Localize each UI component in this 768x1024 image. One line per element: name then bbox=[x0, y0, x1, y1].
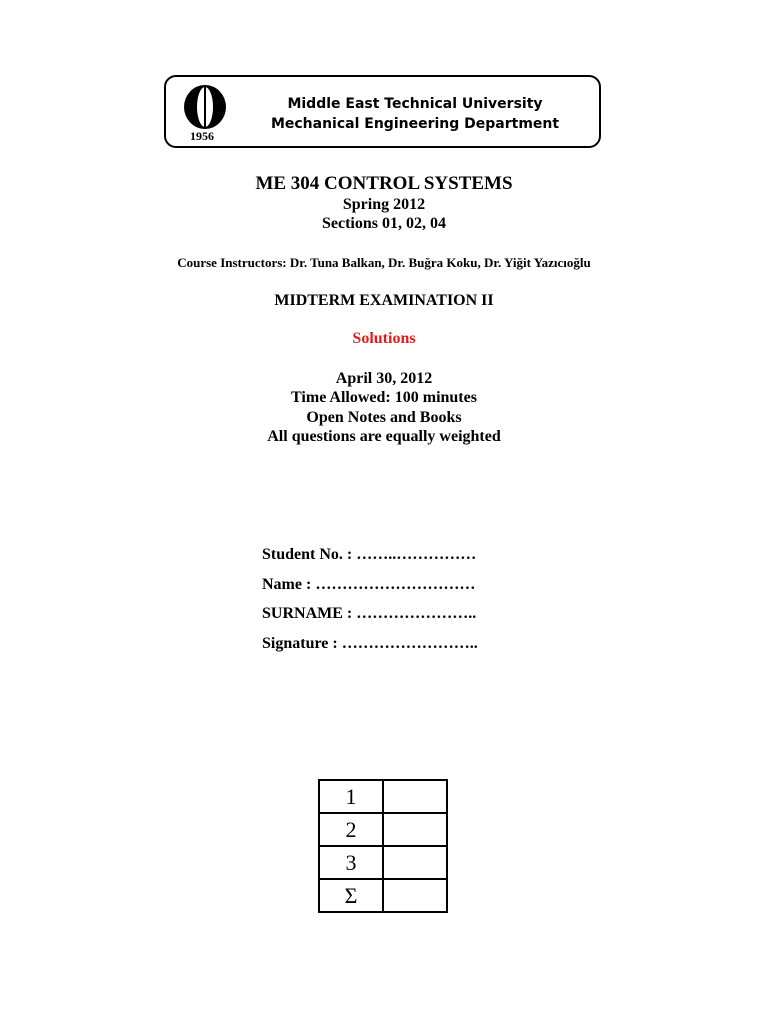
signature-label: Signature : bbox=[262, 634, 342, 652]
solutions-label: Solutions bbox=[352, 330, 416, 347]
student-info-fields bbox=[262, 545, 478, 663]
score-cell[interactable] bbox=[383, 780, 447, 813]
logo-year: 1956 bbox=[190, 129, 214, 143]
score-row bbox=[319, 813, 447, 846]
student-no-blank[interactable]: ……..…………… bbox=[356, 546, 477, 563]
header-box bbox=[164, 75, 601, 148]
university-name: Middle East Technical University bbox=[287, 96, 543, 112]
surname-label: SURNAME : bbox=[262, 605, 357, 622]
name-field[interactable] bbox=[262, 575, 478, 605]
university-heading bbox=[270, 94, 560, 134]
score-row bbox=[319, 879, 447, 912]
score-cell[interactable] bbox=[383, 846, 447, 879]
question-number: 3 bbox=[319, 846, 383, 879]
sections: Sections 01, 02, 04 bbox=[322, 215, 446, 232]
student-no-label: Student No. : bbox=[262, 546, 357, 563]
time-allowed: Time Allowed: 100 minutes bbox=[291, 389, 477, 406]
department-name: Mechanical Engineering Department bbox=[270, 116, 560, 132]
total-symbol: Σ bbox=[319, 879, 383, 912]
score-row bbox=[319, 780, 447, 813]
score-row bbox=[319, 846, 447, 879]
name-blank[interactable]: ………………………… bbox=[315, 575, 476, 593]
signature-field[interactable] bbox=[262, 634, 478, 664]
exam-date: April 30, 2012 bbox=[335, 370, 433, 387]
exam-title: MIDTERM EXAMINATION II bbox=[274, 292, 494, 309]
course-title: ME 304 CONTROL SYSTEMS bbox=[255, 173, 513, 194]
question-number: 1 bbox=[319, 780, 383, 813]
question-weighting: All questions are equally weighted bbox=[267, 428, 501, 445]
question-number: 2 bbox=[319, 813, 383, 846]
score-table bbox=[318, 779, 448, 913]
surname-blank[interactable]: ………………….. bbox=[356, 605, 477, 622]
score-cell[interactable] bbox=[383, 813, 447, 846]
surname-field[interactable] bbox=[262, 604, 478, 634]
name-label: Name : bbox=[262, 575, 316, 593]
notes-policy: Open Notes and Books bbox=[306, 409, 462, 426]
total-score-cell[interactable] bbox=[383, 879, 447, 912]
student-no-field[interactable] bbox=[262, 545, 478, 575]
semester: Spring 2012 bbox=[342, 196, 426, 213]
signature-blank[interactable]: …………………….. bbox=[341, 634, 478, 652]
course-instructors: Course Instructors: Dr. Tuna Balkan, Dr. Buğra Koku, Dr. Yiğit Yazıcıoğlu bbox=[177, 255, 591, 270]
university-logo-icon bbox=[180, 83, 230, 133]
